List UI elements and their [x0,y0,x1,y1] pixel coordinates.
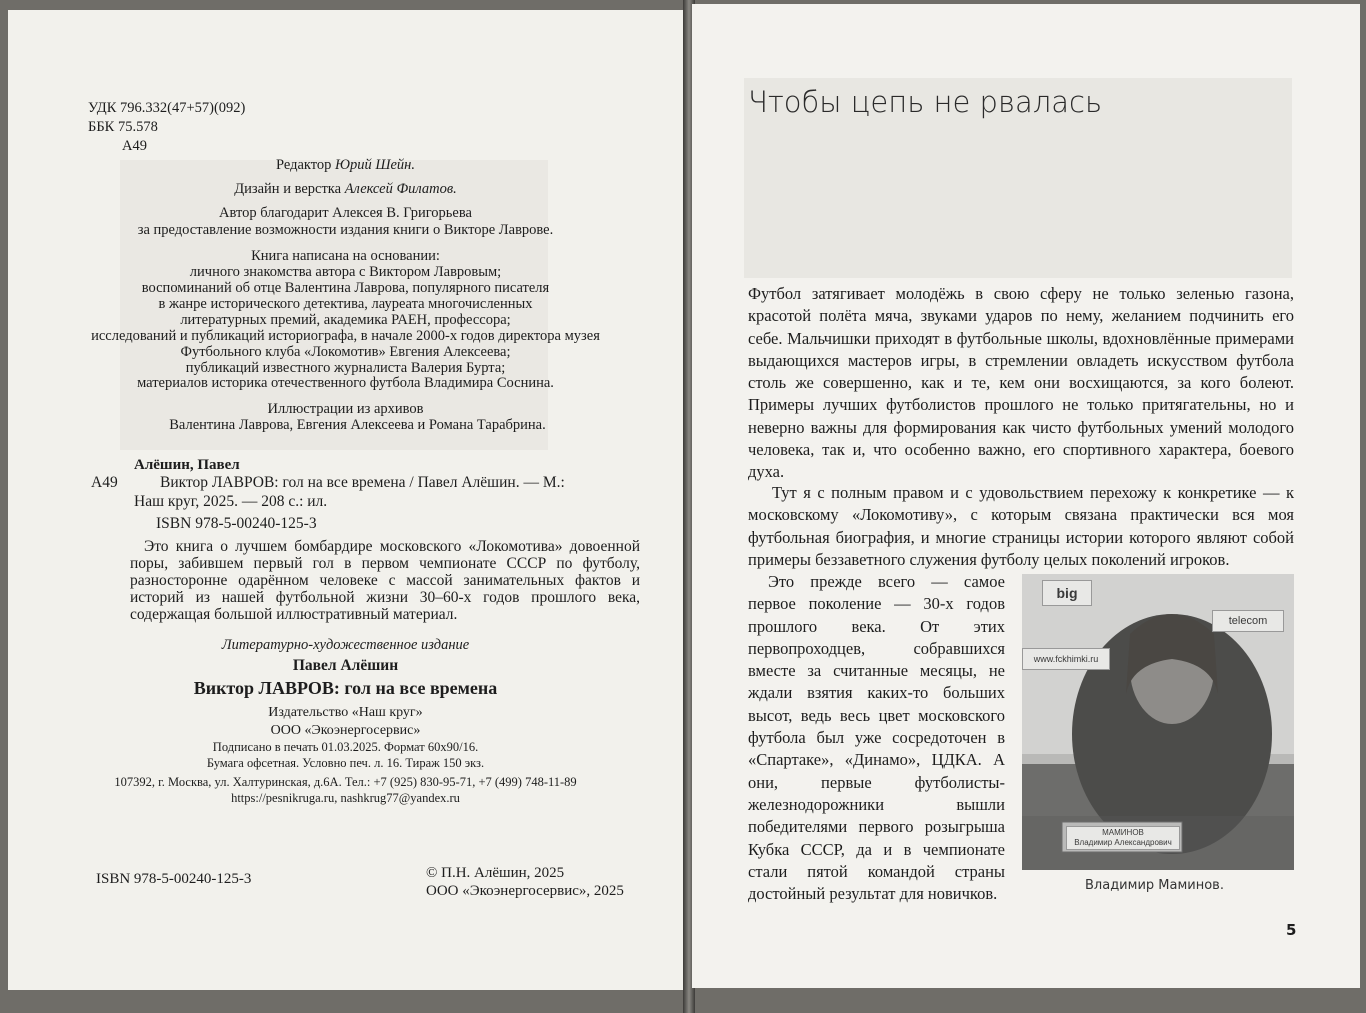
paragraph-1 [748,283,1294,484]
print-info-2: Бумага офсетная. Условно печ. л. 16. Тираж 150 экз. [206,756,485,770]
publisher-web: https://pesnikruga.ru, nashkrug77@yandex.ru [231,791,460,805]
bbk-code: ББК 75.578 [88,119,158,135]
portrait-photo [1022,574,1294,870]
credits-line: в жанре исторического детектива, лауреата многочисленных [158,296,533,312]
credits-line: Редактор Юрий Шейн. [275,157,416,173]
credits-line: Иллюстрации из архивов [267,401,424,417]
credits-line: личного знакомства автора с Виктором Лавровым; [189,264,502,280]
catalog-entry-line2: Наш круг, 2025. — 208 с.: ил. [134,493,328,510]
udk-code: УДК 796.332(47+57)(092) [88,100,246,116]
left-page-imprint [8,10,683,990]
credits-line: литературных премий, академика РАЕН, профессора; [180,312,511,328]
credits-line: Валентина Лаврова, Евгения Алексеева и Романа Тарабрина. [169,417,546,433]
credits-line: материалов историка отечественного футбола Владимира Соснина. [137,375,554,391]
banner-website [1022,648,1110,670]
banner-big-text: big [1056,585,1078,601]
banner-telecom-text: telecom [1228,615,1268,627]
catalog-author: Алёшин, Павел [134,457,240,473]
credits-line: воспоминаний об отце Валентина Лаврова, популярного писателя [141,280,550,296]
chapter-title: Чтобы цепь не рвалась [748,85,1103,119]
banner-big [1042,580,1092,606]
right-page-chapter [692,4,1360,988]
catalog-entry-line1: Виктор ЛАВРОВ: гол на все времена / Павел Алёшин. — М.: [160,474,565,491]
author-mark: А49 [122,138,147,154]
isbn-catalog: ISBN 978-5-00240-125-3 [156,515,317,532]
isbn-bottom: ISBN 978-5-00240-125-3 [96,871,252,887]
publisher-org: ООО «Экоэнергосервис» [270,723,421,738]
paragraph-2 [748,482,1294,571]
credits-line: за предоставление возможности издания книги о Викторе Лаврове. [137,222,554,238]
credits-line: Автор благодарит Алексея В. Григорьева [219,205,472,221]
nameplate-name: Владимир Александрович [1074,838,1172,847]
nameplate-surname: МАМИНОВ [1102,828,1144,837]
credits-line: Дизайн и верстка Алексей Филатов. [234,181,457,197]
colophon-title: Виктор ЛАВРОВ: гол на все времена [193,678,498,698]
banner-website-text: www.fckhimki.ru [1033,654,1099,664]
banner-telecom [1212,610,1284,632]
credits-line: Книга написана на основании: [251,248,440,264]
edition-type: Литературно-художественное издание [221,637,470,653]
credits-line: исследований и публикаций историографа, в начале 2000-х годов директора музея [91,328,600,344]
photo-caption: Владимир Маминов. [1085,878,1224,893]
publisher-address: 107392, г. Москва, ул. Халтуринская, д.6А. Тел.: +7 (925) 830-95-71, +7 (499) 748-11-89 [114,775,577,789]
copyright-author: © П.Н. Алёшин, 2025 [426,865,565,881]
page-number: 5 [1286,921,1297,939]
colophon-author: Павел Алёшин [292,657,399,674]
paragraph-3: Это прежде всего — самое первое поколение — 30-х годов прошлого века. От этих первопроходцев, собравшихся вместе за считанные месяцы, не ждали взятия каких-то больших высот, ведь весь цвет московского футбола был уже сосредоточен в «Спартаке», «Динамо», ЦДКА. А они, первые футболисты-железнодорожники вышли победителями первого розыгрыша Кубка СССР, да и в чемпионате стали пятой командой страны достойный результат для новичков. [748,572,1005,904]
copyright-publisher: ООО «Экоэнергосервис», 2025 [426,883,624,899]
publisher: Издательство «Наш круг» [268,705,423,720]
paragraph-1-text: Футбол затягивает молодёжь в свою сферу не только зеленью газона, красотой полёта мяча, звуками ударов по нему, желанием подчинить его себе. Мальчишки приходят в футбольные школы, вдохновлённые примерами выдающихся мастеров игры, в стремлении овладеть искусством футбола столь же совершенно, как и те, кем они восхищаются, за кого болеют. Примеры лучших футболистов прошлого не только притягательны, но и неверно важны для формирования как чисто футбольных умений молодого человека, так и, что особенно важно, его спортивного характера, боевого духа. [748,284,1294,482]
catalog-mark: А49 [91,474,118,491]
credits-line: публикаций известного журналиста Валерия Бурта; [185,360,506,376]
credits-line: Футбольного клуба «Локомотив» Евгения Алексеева; [180,344,511,360]
annotation: Это книга о лучшем бомбардире московского «Локомотива» довоенной поры, забившем первый гол в первом чемпионате СССР по футболу, разносторонне одарённом человеке с массой занимательных фактов и историй из нашей футбольной жизни 30–60-х годов прошлого века, содержащая большой иллюстративный материал. [130,538,640,623]
nameplate [1066,826,1180,850]
paragraph-2-text: Тут я с полным правом и с удовольствием перехожу к конкретике — к московскому «Локомотиву», с которым связана практически вся моя футбольная биография, и многие страницы истории которого являют собой примеры беззаветного служения футболу целых поколений игроков. [748,483,1294,569]
print-info-1: Подписано в печать 01.03.2025. Формат 60x90/16. [212,740,479,754]
